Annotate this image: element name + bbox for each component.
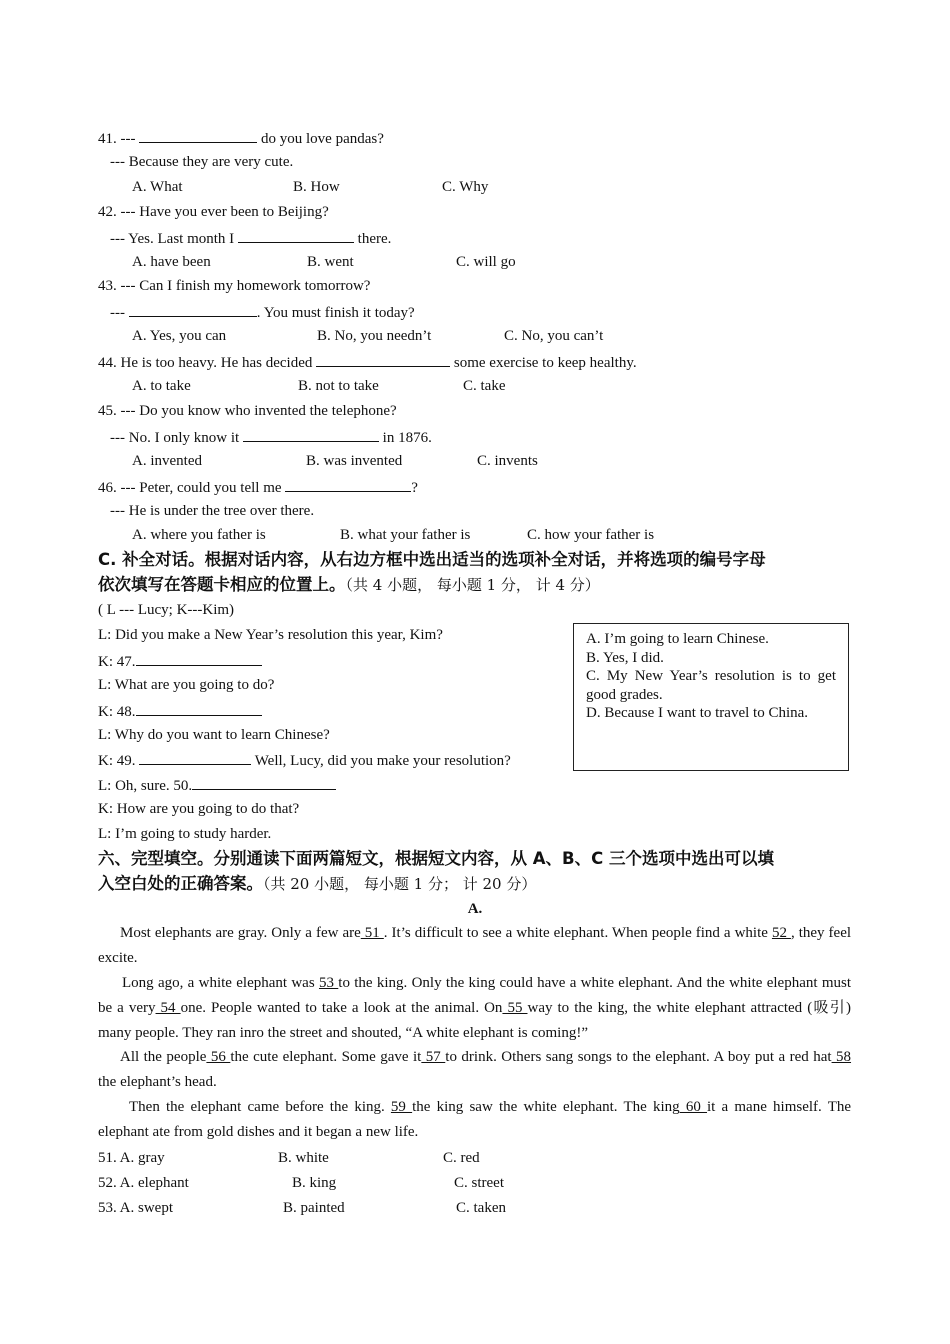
box-option-c: C. My New Year’s resolution is to get good grades. [586, 668, 836, 703]
q43-answer [110, 301, 415, 323]
answer-blank [136, 700, 262, 716]
q53-option-a: 53. A. swept [98, 1200, 173, 1216]
q45-option-a: A. invented [132, 453, 202, 469]
q46-stem-tail: ? [411, 480, 418, 496]
q52-option-c: C. street [454, 1175, 504, 1191]
p2-text-2: to the king. Only the king could have a white elephant. And the white elephant must be a very [98, 975, 851, 1016]
passage-paragraph-1 [98, 921, 851, 971]
question-46 [98, 476, 418, 498]
q44-option-c: C. take [463, 378, 506, 394]
dialogue-line-1: L: Did you make a New Year’s resolution this year, Kim? [98, 627, 443, 643]
answer-blank [192, 774, 336, 790]
passage-paragraph-3 [98, 1045, 851, 1095]
question-41 [98, 127, 384, 149]
q45-stem: 45. --- Do you know who invented the telephone? [98, 403, 397, 419]
q44-stem-pre: 44. He is too heavy. He has decided [98, 355, 317, 371]
q42-option-b: B. went [307, 254, 354, 270]
section-c-scoring-note: （共 4 小题， 每小题 1 分， 计 4 分） [345, 576, 600, 594]
dialogue-line-50 [98, 774, 336, 796]
dialogue-48-label: K: 48. [98, 704, 136, 720]
q45-answer-pre: --- No. I only know it [110, 430, 243, 446]
answer-blank [139, 749, 251, 765]
section-6-title-line2-text: 入空白处的正确答案。 [98, 874, 263, 893]
dialogue-50-label: L: Oh, sure. 50. [98, 778, 193, 794]
p3-text-2: the cute elephant. Some gave it [230, 1049, 422, 1065]
blank-58: 58 [831, 1049, 852, 1065]
q46-option-a: A. where you father is [132, 527, 266, 543]
p4-text-2: the king saw the white elephant. The king [412, 1099, 680, 1115]
q51-option-a: 51. A. gray [98, 1150, 165, 1166]
q43-option-c: C. No, you can’t [504, 328, 604, 344]
blank-59: 59 [390, 1099, 413, 1115]
dialogue-line-9: K: How are you going to do that? [98, 801, 300, 817]
dialogue-49-label: K: 49. [98, 753, 140, 769]
p4-text-3: it a mane himself. The elephant ate from gold dishes and it began a new life. [98, 1099, 852, 1140]
dialogue-options-box [573, 623, 849, 771]
blank-57: 57 [421, 1049, 446, 1065]
dialogue-line-5: L: Why do you want to learn Chinese? [98, 727, 330, 743]
q45-answer [110, 426, 432, 448]
question-44 [98, 351, 637, 373]
p1-text-2: . It’s difficult to see a white elephant. When people find a white [383, 925, 772, 941]
passage-paragraph-2 [98, 971, 851, 1046]
section-c-title-line2-text: 依次填写在答题卡相应的位置上。 [98, 575, 346, 594]
q43-answer-tail: . You must finish it today? [256, 305, 415, 321]
dialogue-line-3: L: What are you going to do? [98, 677, 275, 693]
q44-stem-tail: some exercise to keep healthy. [450, 355, 637, 371]
q43-stem: 43. --- Can I finish my homework tomorrow? [98, 278, 371, 294]
dialogue-line-48 [98, 700, 262, 722]
dialogue-49-tail: Well, Lucy, did you make your resolution? [251, 753, 511, 769]
q41-number: 41. --- [98, 131, 140, 147]
blank-55: 55 [502, 1000, 528, 1016]
q41-option-b: B. How [293, 179, 340, 195]
q42-option-a: A. have been [132, 254, 211, 270]
p3-text-4: the elephant’s head. [98, 1074, 217, 1090]
q43-option-b: B. No, you needn’t [317, 328, 432, 344]
q51-option-c: C. red [443, 1150, 480, 1166]
answer-blank [139, 127, 257, 143]
box-option-d: D. Because I want to travel to China. [586, 705, 809, 721]
section-6-title-line1: 六、完型填空。分别通读下面两篇短文，根据短文内容，从 A、B、C 三个选项中选出可以填 [98, 849, 774, 868]
q45-option-b: B. was invented [306, 453, 403, 469]
q51-option-b: B. white [278, 1150, 329, 1166]
blank-56: 56 [206, 1049, 231, 1065]
q44-option-b: B. not to take [298, 378, 379, 394]
p3-text-1: All the people [120, 1049, 207, 1065]
blank-52: 52 [771, 925, 791, 941]
q42-answer-pre: --- Yes. Last month I [110, 231, 238, 247]
blank-53: 53 [318, 975, 339, 991]
blank-51: 51 [360, 925, 384, 941]
q46-option-b: B. what your father is [340, 527, 471, 543]
q45-answer-tail: in 1876. [378, 430, 432, 446]
answer-blank [316, 351, 450, 367]
dialogue-47-label: K: 47. [98, 654, 136, 670]
q52-option-a: 52. A. elephant [98, 1175, 189, 1191]
dialogue-speakers: ( L --- Lucy; K---Kim) [98, 602, 235, 618]
answer-blank [238, 227, 354, 243]
q44-option-a: A. to take [132, 378, 191, 394]
q52-option-b: B. king [292, 1175, 337, 1191]
p2-text-4: way to the king, the white elephant attracted (吸引) many people. They ran inro the street and shouted, “A white elephant is coming!” [98, 1000, 852, 1041]
dialogue-line-47 [98, 650, 262, 672]
q41-option-a: A. What [132, 179, 183, 195]
p1-text-1: Most elephants are gray. Only a few are [120, 925, 361, 941]
blank-54: 54 [155, 1000, 181, 1016]
section-c-title-line1: C. 补全对话。根据对话内容，从右边方框中选出适当的选项补全对话，并将选项的编号字母 [98, 550, 766, 569]
q42-answer-tail: there. [353, 231, 392, 247]
q53-option-b: B. painted [283, 1200, 345, 1216]
q45-option-c: C. invents [477, 453, 538, 469]
answer-blank [285, 476, 411, 492]
q42-option-c: C. will go [456, 254, 516, 270]
answer-blank [136, 650, 262, 666]
p3-text-3: to drink. Others sang songs to the elephant. A boy put a red hat [445, 1049, 832, 1065]
blank-60: 60 [679, 1099, 708, 1115]
q46-answer: --- He is under the tree over there. [110, 503, 315, 519]
passage-label: A. [467, 901, 483, 917]
q46-stem-pre: 46. --- Peter, could you tell me [98, 480, 286, 496]
q41-stem: do you love pandas? [257, 131, 384, 147]
box-option-a: A. I’m going to learn Chinese. [586, 631, 769, 647]
q53-option-c: C. taken [456, 1200, 506, 1216]
q43-option-a: A. Yes, you can [132, 328, 227, 344]
answer-blank [129, 301, 257, 317]
section-6-title-line2 [98, 873, 536, 895]
q41-answer: --- Because they are very cute. [110, 154, 294, 170]
dialogue-line-10: L: I’m going to study harder. [98, 826, 272, 842]
q42-answer [110, 227, 391, 249]
p2-text-1: Long ago, a white elephant was [122, 975, 319, 991]
q41-option-c: C. Why [442, 179, 489, 195]
p1-text-3: , they feel excite. [98, 925, 852, 966]
q43-answer-pre: --- [110, 305, 129, 321]
q46-option-c: C. how your father is [527, 527, 655, 543]
box-option-b: B. Yes, I did. [586, 649, 664, 666]
p2-text-3: one. People wanted to take a look at the animal. On [180, 1000, 503, 1016]
section-6-scoring-note: （共 20 小题， 每小题 1 分； 计 20 分） [263, 875, 537, 893]
q42-stem: 42. --- Have you ever been to Beijing? [98, 204, 329, 220]
section-c-title-line2 [98, 574, 600, 596]
p4-text-1: Then the elephant came before the king. [129, 1099, 391, 1115]
answer-blank [243, 426, 379, 442]
dialogue-line-49 [98, 749, 511, 771]
passage-paragraph-4 [98, 1095, 851, 1145]
